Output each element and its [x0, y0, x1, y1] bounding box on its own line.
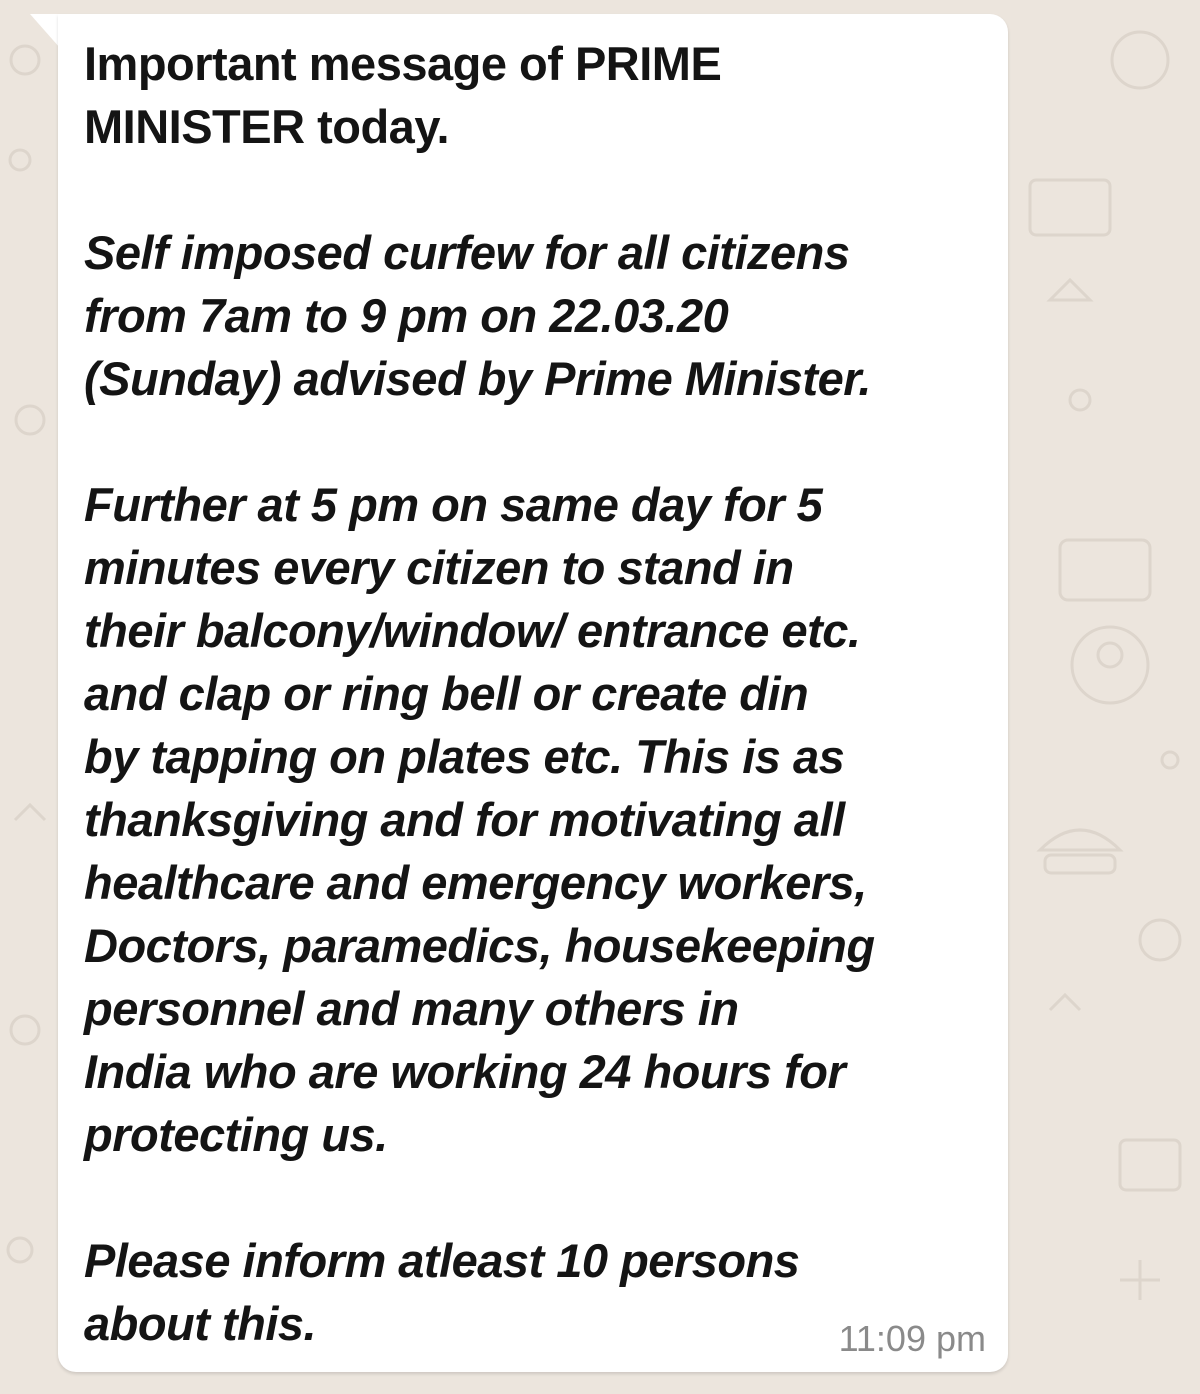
message-line: (Sunday) advised by Prime Minister. [84, 352, 871, 405]
message-text [84, 32, 984, 1355]
bubble-tail [30, 14, 60, 48]
message-line: Please inform atleast 10 persons [84, 1234, 800, 1287]
message-line: personnel and many others in [84, 982, 739, 1035]
message-line: Important message of PRIME [84, 37, 722, 90]
message-line: Further at 5 pm on same day for 5 [84, 478, 823, 531]
message-line: from 7am to 9 pm on 22.03.20 [84, 289, 729, 342]
message-line: healthcare and emergency workers, [84, 856, 867, 909]
message-line: MINISTER today. [84, 100, 450, 153]
message-line: minutes every citizen to stand in [84, 541, 794, 594]
message-line: by tapping on plates etc. This is as [84, 730, 845, 783]
message-line: their balcony/window/ entrance etc. [84, 604, 861, 657]
message-timestamp: 11:09 pm [838, 1318, 986, 1359]
message-line: about this. [84, 1297, 317, 1350]
message-line: protecting us. [84, 1108, 388, 1161]
message-paragraph-clap [84, 473, 984, 1166]
message-line: Self imposed curfew for all citizens [84, 226, 850, 279]
message-line: India who are working 24 hours for [84, 1045, 846, 1098]
message-line: and clap or ring bell or create din [84, 667, 809, 720]
message-paragraph-curfew [84, 221, 984, 410]
message-title [84, 32, 984, 158]
message-line: Doctors, paramedics, housekeeping [84, 919, 875, 972]
message-line: thanksgiving and for motivating all [84, 793, 845, 846]
